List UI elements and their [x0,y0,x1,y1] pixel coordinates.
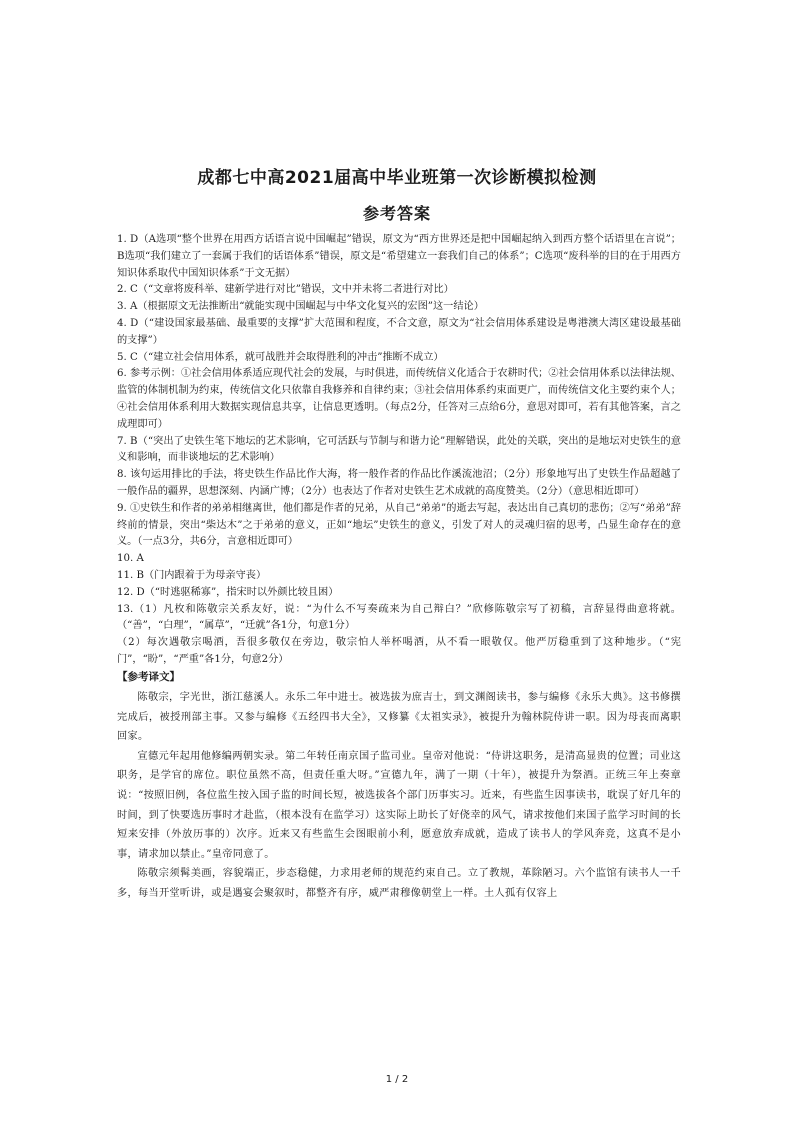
answer-item-6: 6. 参考示例：①社会信用体系适应现代社会的发展，与时俱进，而传统信义化适合于农耕时代；②社会信用体系以法律法规、监管的体制机制为约束，传统信文化只依靠自我修养和自律约束；③社会信用体系约束面更广，而传统信文化主要约束个人；④社会信用体系利用大数据实现信息共享，让信息更透明。（每点2分，任答对三点给6分，意思对即可，若有其他答案，言之成理即可） [117,368,681,430]
answer-item-13-2: （2）每次遇敬宗喝酒，吾很多敬仅在旁边，敬宗怕人举杯喝酒，从不看一眼敬仅。他严厉稳重到了这种地步。（“宪门”，“盼”，“严重”各1分，句意2分） [117,637,681,665]
answer-item-2: 2. C（“文章将废科举、建新学进行对比”错误，文中并未将二者进行对比） [117,284,454,296]
translation-heading: 【参考译文】 [117,670,180,683]
page-number: 1 / 2 [385,1074,409,1085]
answer-item-12: 12. D（“时逃驱稀寡”，指宋时以外颜比较且困） [117,586,339,598]
answer-item-7: 7. B（“突出了史铁生笔下地坛的艺术影响，它可活跃与节制与和谐力论”理解错误，此处的关联，突出的是地坛对史铁生的意义和影响，而非谈地坛的艺术影响） [117,435,681,464]
answer-item-9: 9. ①史铁生和作者的弟弟相继离世，他们都是作者的兄弟，从自己“弟弟”的逝去写起，表达出自己真切的悲伤；②写“弟弟”辞终前的情景，突出“柴达木”之于弟弟的意义，正如“地坛”史铁生的意义，引发了对人的灵魂归宿的思考，凸显生命存在的意义。（一点3分，共6分，言意相近即可） [117,502,681,548]
answer-item-4: 4. D（“建设国家最基础、最重要的支撑”扩大范围和程度，不合文意，原文为“社会信用体系建设是粤港澳大湾区建设最基础的支撑”） [117,317,681,346]
answer-item-11: 11. B（门内跟着于为母亲守丧） [117,569,267,581]
answer-item-3: 3. A（根据原文无法推断出“就能实现中国崛起与中华文化复兴的宏图”这一结论） [117,301,484,313]
answer-item-10: 10. A [117,553,144,565]
page-subtitle: 参考答案 [362,204,431,223]
translation-paragraph-3: 陈敬宗须髯美画，容貌端正，步态稳健，力求用老师的规范约束自己。立了教规，革除陋习。六个监馆有读书人一千多，每当开堂听讲，或是遇宴会聚叙时，都整齐有序，威严肃穆像朝堂上一样。土人孤有仅容上 [117,868,681,899]
answer-item-8: 8. 该句运用排比的手法，将史铁生作品比作大海，将一般作者的作品比作溪流池沼；（2分）形象地写出了史铁生作品超越了一般作品的疆界，思想深刻、内涵广博；（2分）也表达了作者对史铁生艺术成就的高度赞美。（2分）（意思相近即可） [117,469,681,497]
page-title: 成都七中高2021届高中毕业班第一次诊断模拟检测 [197,168,597,188]
answer-list [117,232,681,686]
answer-item-1: 1. D（A选项“整个世界在用西方话语言说中国崛起”错误，原文为“西方世界还是把中国崛起纳入到西方整个话语里在言说”；B选项“我们建立了一套属于我们的话语体系”错误，原文是“希望建立一套我们自己的体系”；C选项“废科举的目的在于用西方知识体系取代中国知识体系”于文无据） [117,234,681,279]
answer-item-13-1: 13.（1）凡枚和陈敬宗关系友好，说：“为什么不写奏疏来为自己辩白？”欣修陈敬宗写了初稿，言辞显得曲意将就。（“善”，“白理”，“属草”，“迁就”各1分，句意1分） [117,603,681,632]
translation-paragraph-1: 陈敬宗，字光世，浙江慈溪人。永乐二年中进士。被选拔为庶吉士，到文渊阁读书，参与编修《永乐大典》。这书修撰完成后，被授刑部主事。又参与编修《五经四书大全》，又修纂《太祖实录》，被提升为翰林院侍讲一职。因为母丧而离职回家。 [117,692,681,743]
answer-item-5: 5. C（“建立社会信用体系，就可战胜并会取得胜利的冲击”推断不成立） [117,351,444,363]
translation-paragraph-2: 宣德元年起用他修编两朝实录。第二年转任南京国子监司业。皇帝对他说：“侍讲这职务，是清高显贵的位置；司业这职务，是学官的席位。职位虽然不高，但责任重大呀。”宣德九年，满了一期（十年），被提升为祭酒。正统三年上奏章说：“按照旧例，各位监生按入国子监的时间长短，被选拔各个部门历事实习。近来，有些监生因事读书，耽误了好几年的时间，到了快要选历事时才赴监，（根本没有在监学习）这实际上助长了好侥幸的风气，请求按他们来国子监学习时间的长短来安排（外放历事的）次序。近来又有些监生会图眼前小利，愿意放弃成就，造成了读书人的学风奔竞，这真不是小事，请求加以禁止。”皇帝同意了。 [117,750,681,860]
translation-body [117,688,681,904]
